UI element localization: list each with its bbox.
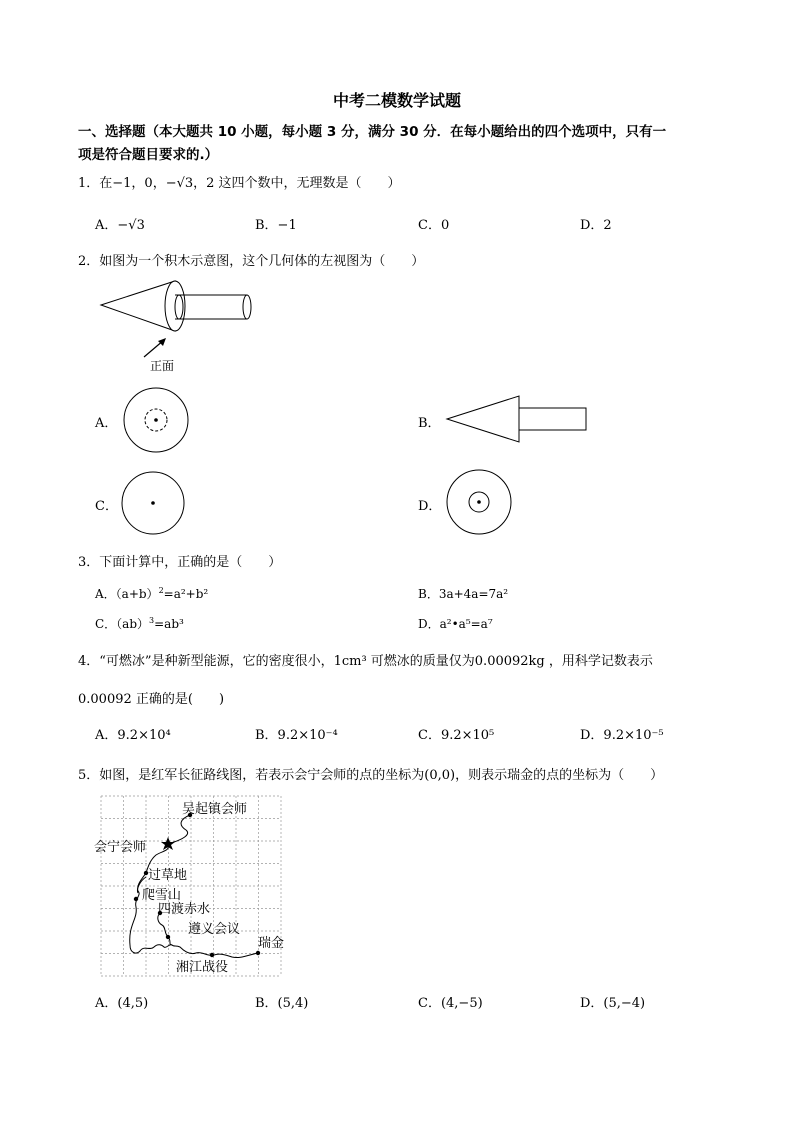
q5-option-a: A．(4,5) [95,996,149,1011]
section-header-line1: 一、选择题（本大题共 10 小题，每小题 3 分，满分 30 分．在每小题给出的四个选项中，只有一 [78,124,667,140]
q2-block-figure [95,275,255,345]
q5-option-c: C．(4,−5) [418,996,483,1011]
q2-stem: 2．如图为一个积木示意图，这个几何体的左视图为（ ） [78,254,425,269]
q3-option-d: D．a²•a⁵=a⁷ [418,617,493,631]
q2-option-c-figure [120,470,186,536]
map-label: 会宁会师 [94,840,147,855]
q4-option-b: B．9.2×10⁻⁴ [255,728,338,743]
q5-option-b: B．(5,4) [255,996,309,1011]
map-point [166,935,170,939]
q1-option-c: C．0 [418,218,450,233]
q5-option-d: D．(5,−4) [580,996,646,1011]
q2-option-b: B． [418,416,441,431]
map-label: 吴起镇会师 [182,802,248,817]
map-point [134,897,138,901]
map-label: 遵义会议 [188,922,241,937]
map-label: 爬雪山 [142,888,182,903]
q3-stem: 3．下面计算中，正确的是（ ） [78,555,282,570]
map-label: 过草地 [148,868,188,883]
map-label: 瑞金 [258,936,285,951]
q4-option-a: A．9.2×10⁴ [95,728,171,743]
q4-stem-line1: 4．“可燃冰”是种新型能源，它的密度很小，1cm³ 可燃冰的质量仅为0.00092kg ，用科学记数表示 [78,654,653,669]
q1-stem: 1．在−1，0，−√3，2 这四个数中，无理数是（ ） [78,176,401,191]
map-label: 四渡赤水 [158,902,211,917]
page-title: 中考二模数学试题 [332,91,461,110]
q3-option-a: A．$(a+b)^2=a^2+b^2$ [95,586,209,601]
q1-option-a: A．−√3 [95,218,145,233]
q5-stem: 5．如图，是红军长征路线图，若表示会宁会师的点的坐标为(0,0)，则表示瑞金的点的坐标为（ ） [78,768,664,783]
front-label: 正面 [150,359,175,373]
map-label: 湘江战役 [176,960,229,975]
map-point [210,953,214,957]
q2-option-a: A． [95,416,118,431]
q2-option-a-figure [122,386,190,454]
section-header-line2: 项是符合题目要求的.） [78,147,219,163]
q2-option-d-figure [445,468,513,536]
q4-option-d: D．9.2×10⁻⁵ [580,728,664,743]
q4-stem-line2: 0.00092 正确的是( ) [78,692,225,707]
q1-option-d: D．2 [580,218,612,233]
q4-option-c: C．9.2×10⁵ [418,728,495,743]
long-march-map [94,795,285,977]
q2-option-c: C． [95,499,118,514]
q3-option-c: C．（ab）$^3$=ab³ [95,616,184,631]
map-point [256,951,260,955]
q2-option-b-figure [445,394,590,444]
q3-option-b: B．3a+4a=7a² [418,587,509,601]
q1-option-b: B．−1 [255,218,297,233]
q2-option-d: D． [418,499,442,514]
